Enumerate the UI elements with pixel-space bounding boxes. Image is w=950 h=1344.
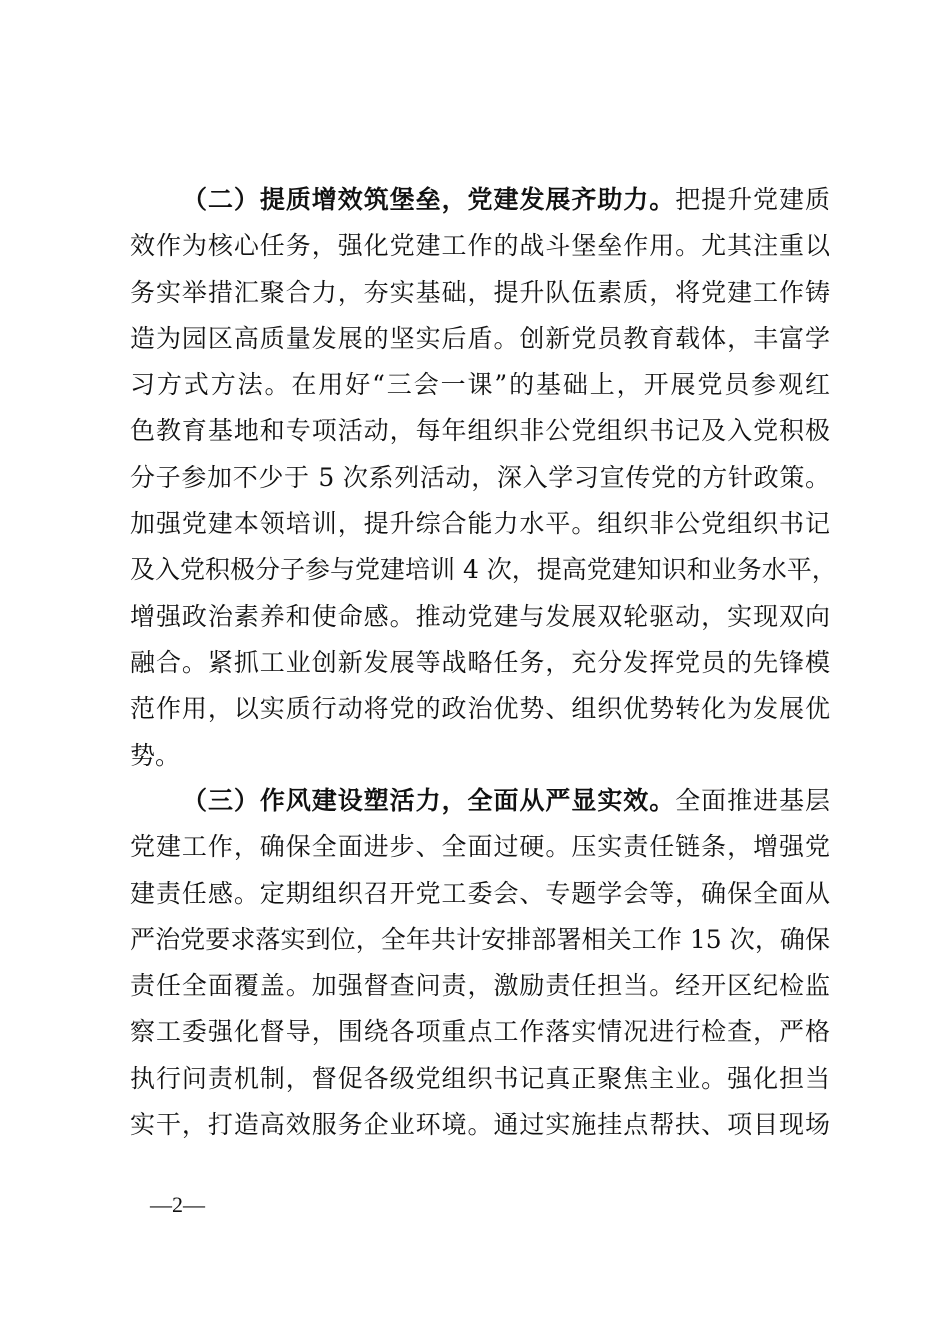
text-line: 党建工作，确保全面进步、全面过硬。压实责任链条，增强党: [130, 832, 830, 862]
text-line: 势。: [130, 740, 181, 770]
paragraph-work-style: [130, 778, 830, 1148]
text-line: 增强政治素养和使命感。推动党建与发展双轮驱动，实现双向: [130, 601, 830, 631]
text-line: 效作为核心任务，强化党建工作的战斗堡垒作用。尤其注重以: [130, 231, 830, 261]
text-line: 及入党积极分子参与党建培训 4 次，提高党建知识和业务水平，: [130, 555, 837, 585]
text-line: 习方式方法。在用好“三会一课”的基础上，开展党员参观红: [130, 370, 830, 400]
text-line: 色教育基地和专项活动，每年组织非公党组织书记及入党积极: [130, 416, 830, 446]
paragraph-party-building: [130, 177, 837, 779]
text-line: 察工委强化督导，围绕各项重点工作落实情况进行检查，严格: [130, 1017, 830, 1047]
text-line: 严治党要求落实到位，全年共计安排部署相关工作 15 次，确保: [130, 924, 830, 954]
paragraph-lead-line: [130, 177, 830, 223]
lead-text: 全面推进基层: [675, 786, 830, 815]
paragraph-lead-line: [130, 778, 830, 824]
text-line: 责任全面覆盖。加强督查问责，激励责任担当。经开区纪检监: [130, 971, 830, 1001]
section-heading: （三）作风建设塑活力，全面从严显实效。: [182, 786, 676, 815]
text-line: 务实举措汇聚合力，夯实基础，提升队伍素质，将党建工作铸: [130, 277, 830, 307]
text-line: 实干，打造高效服务企业环境。通过实施挂点帮扶、项目现场: [130, 1110, 830, 1140]
lead-text: 把提升党建质: [675, 185, 830, 214]
text-line: 加强党建本领培训，提升综合能力水平。组织非公党组织书记: [130, 509, 830, 539]
text-line: 范作用，以实质行动将党的政治优势、组织优势转化为发展优: [130, 694, 830, 724]
text-line: 造为园区高质量发展的坚实后盾。创新党员教育载体，丰富学: [130, 323, 830, 353]
page-number: —2—: [150, 1192, 205, 1217]
text-line: 融合。紧抓工业创新发展等战略任务，充分发挥党员的先锋模: [130, 647, 830, 677]
text-line: 建责任感。定期组织召开党工委会、专题学会等，确保全面从: [130, 878, 830, 908]
section-heading: （二）提质增效筑堡垒，党建发展齐助力。: [182, 185, 676, 214]
text-line: 分子参加不少于 5 次系列活动，深入学习宣传党的方针政策。: [130, 462, 830, 492]
text-line: 执行问责机制，督促各级党组织书记真正聚焦主业。强化担当: [130, 1063, 830, 1093]
